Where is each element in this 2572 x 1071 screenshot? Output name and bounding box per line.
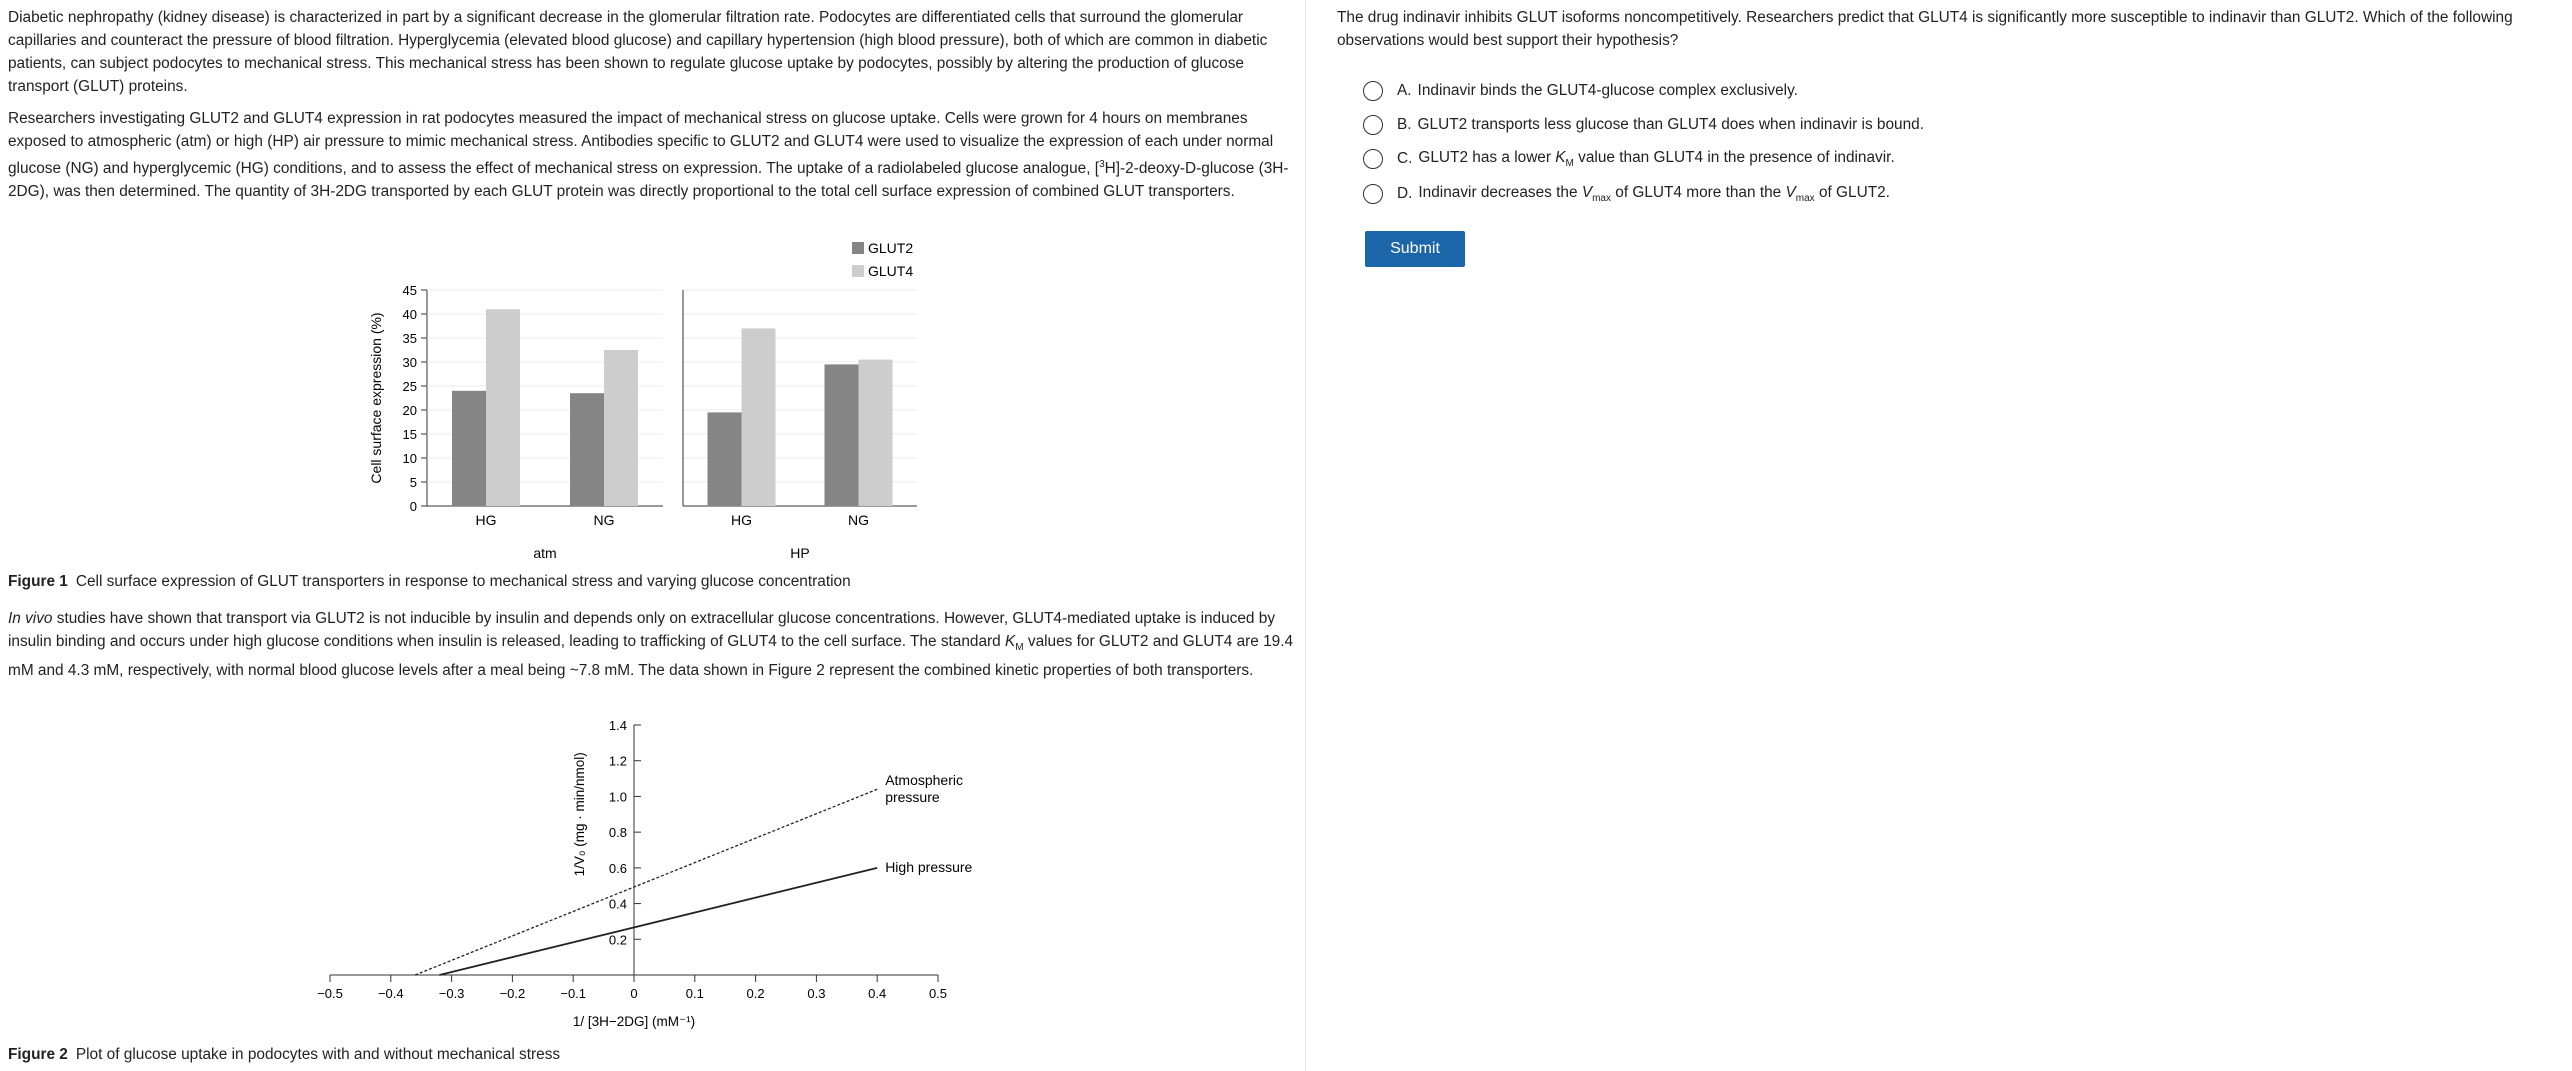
answer-choice-a[interactable]: A. Indinavir binds the GLUT4-glucose complex exclusively. — [1363, 79, 1798, 103]
passage-paragraph-2: Researchers investigating GLUT2 and GLUT4 expression in rat podocytes measured the impact of mechanical stress on glucose uptake. Cells were grown for 4 hours on membranes exposed to atmospheric (atm) or high (HP) air pressure to mimic mechanical stress. Antibodies specific to GLUT2 and GLUT4 were used to visualize the expression of each under normal glucose (NG) and hyperglycemic (HG) conditions, and to assess the effect of mechanical stress on expression. The uptake of a radiolabeled glucose analogue, [$^3$H]-2-deoxy-D-glucose (3H-2DG), was then determined. The quantity of 3H-2DG transported by each GLUT protein was directly proportional to the total cell surface expression of combined GLUT transporters. — [8, 110, 1289, 201]
radio-b[interactable] — [1363, 115, 1383, 135]
y-tick-label: 1.2 — [608, 753, 627, 769]
x-axis-label: 1/ [3H−2DG] (mM⁻¹) — [572, 1014, 696, 1029]
x-tick-label: 0.4 — [868, 986, 887, 1001]
bar-glut2-atm-ng — [570, 393, 604, 506]
choice-b-text: GLUT2 transports less glucose than GLUT4 does when indinavir is bound. — [1417, 116, 1924, 133]
bar-glut4-hp-ng — [859, 360, 893, 506]
panel-label: HP — [790, 545, 810, 561]
y-tick-label: 1.4 — [608, 718, 627, 733]
x-tick-label: 0.5 — [928, 986, 948, 1001]
bar-glut2-hp-ng — [825, 364, 859, 506]
y-tick-label: 15 — [402, 427, 417, 442]
y-tick-label: 5 — [409, 475, 417, 490]
answer-choice-b[interactable]: B. GLUT2 transports less glucose than GLUT4 does when indinavir is bound. — [1363, 113, 1924, 137]
figure-1-chart — [355, 232, 975, 562]
y-tick-label: 10 — [402, 451, 417, 466]
radio-d[interactable] — [1363, 184, 1383, 204]
series-label-atmospheric-pressure: Atmospheric — [885, 771, 964, 788]
series-label-high-pressure: High pressure — [885, 858, 973, 875]
bar-glut2-atm-hg — [452, 391, 486, 506]
radio-a[interactable] — [1363, 81, 1383, 101]
x-tick-label: 0.2 — [746, 986, 765, 1001]
figure-1-caption: Figure 1 Cell surface expression of GLUT transporters in response to mechanical stress and varying glucose concentration — [8, 573, 851, 590]
choice-d-text: Indinavir decreases the $V_{max}$ of GLUT4 more than the $V_{max}$ of GLUT2. — [1418, 183, 1890, 205]
y-tick-label: 0.4 — [608, 896, 627, 912]
bar-glut4-atm-ng — [604, 350, 638, 506]
x-tick-label: −0.3 — [438, 986, 465, 1001]
category-label: HG — [731, 512, 752, 528]
legend-label-glut2: GLUT2 — [868, 240, 914, 256]
radio-c[interactable] — [1363, 149, 1383, 169]
y-axis-label: 1/V₀ (mg · min/nmol) — [572, 752, 587, 877]
legend-label-glut4: GLUT4 — [868, 263, 914, 279]
y-tick-label: 35 — [402, 331, 417, 346]
answer-choice-d[interactable]: D. Indinavir decreases the $V_{max}$ of GLUT4 more than the $V_{max}$ of GLUT2. — [1363, 182, 1890, 206]
line-atmospheric-pressure — [415, 789, 877, 975]
bar-glut4-hp-hg — [742, 328, 776, 506]
y-tick-label: 25 — [402, 379, 417, 394]
series-label-atmospheric-pressure: pressure — [885, 788, 940, 805]
y-tick-label: 45 — [402, 283, 417, 298]
passage-paragraph-1: Diabetic nephropathy (kidney disease) is characterized in part by a significant decrease in the glomerular filtration rate. Podocytes are differentiated cells that surround the glomerular capillaries and counteract the pressure of blood filtration. Hyperglycemia (elevated blood glucose) and capillary hypertension (high blood pressure), both of which are common in diabetic patients, can subject podocytes to mechanical stress. This mechanical stress has been shown to regulate glucose uptake by podocytes, possibly by altering the production of glucose transport (GLUT) proteins. — [8, 9, 1268, 95]
y-tick-label: 0.8 — [608, 825, 627, 841]
bar-glut2-hp-hg — [708, 412, 742, 506]
question-panel — [1307, 0, 2572, 1071]
passage-paragraph-3: In vivo studies have shown that transport via GLUT2 is not inducible by insulin and depends only on extracellular glucose concentrations. However, GLUT4-mediated uptake is induced by insulin binding and occurs under high glucose conditions when insulin is released, leading to trafficking of GLUT4 to the cell surface. The standard $K_M$ values for GLUT2 and GLUT4 are 19.4 mM and 4.3 mM, respectively, with normal blood glucose levels after a meal being ~7.8 mM. The data shown in Figure 2 represent the combined kinetic properties of both transporters. — [8, 610, 1294, 680]
x-tick-label: −0.4 — [377, 986, 404, 1001]
y-tick-label: 30 — [402, 355, 417, 370]
choice-a-text: Indinavir binds the GLUT4-glucose complex exclusively. — [1417, 82, 1798, 99]
line-high-pressure — [439, 868, 877, 975]
x-tick-label: 0 — [630, 986, 638, 1001]
figure-2-chart — [300, 710, 1020, 1040]
choice-c-text: GLUT2 has a lower $K_M$ value than GLUT4 in the presence of indinavir. — [1418, 148, 1895, 170]
y-tick-label: 0.6 — [608, 860, 627, 876]
y-tick-label: 20 — [402, 403, 417, 418]
y-tick-label: 40 — [402, 307, 417, 322]
x-tick-label: 0.3 — [807, 986, 826, 1001]
y-tick-label: 1.0 — [608, 789, 627, 805]
x-tick-label: −0.1 — [560, 986, 587, 1001]
x-tick-label: −0.5 — [317, 986, 343, 1001]
y-tick-label: 0.2 — [608, 932, 627, 948]
legend-swatch-glut4 — [852, 265, 864, 277]
bar-glut4-atm-hg — [486, 309, 520, 506]
category-label: HG — [475, 512, 497, 528]
y-axis-label: Cell surface expression (%) — [368, 312, 384, 484]
x-tick-label: 0.1 — [685, 986, 704, 1001]
category-label: NG — [593, 512, 615, 528]
answer-choice-c[interactable]: C. GLUT2 has a lower $K_M$ value than GLUT4 in the presence of indinavir. — [1363, 147, 1895, 171]
category-label: NG — [848, 512, 869, 528]
panel-label: atm — [533, 545, 557, 561]
submit-button[interactable]: Submit — [1365, 231, 1465, 267]
x-tick-label: −0.2 — [499, 986, 526, 1001]
y-tick-label: 0 — [409, 499, 417, 514]
legend-swatch-glut2 — [852, 242, 864, 254]
figure-2-caption: Figure 2 Plot of glucose uptake in podocytes with and without mechanical stress — [8, 1046, 561, 1063]
question-stem: The drug indinavir inhibits GLUT isoforms noncompetitively. Researchers predict that GLUT4 is significantly more susceptible to indinavir than GLUT2. Which of the following observations would best support their hypothesis? — [1337, 9, 2513, 49]
